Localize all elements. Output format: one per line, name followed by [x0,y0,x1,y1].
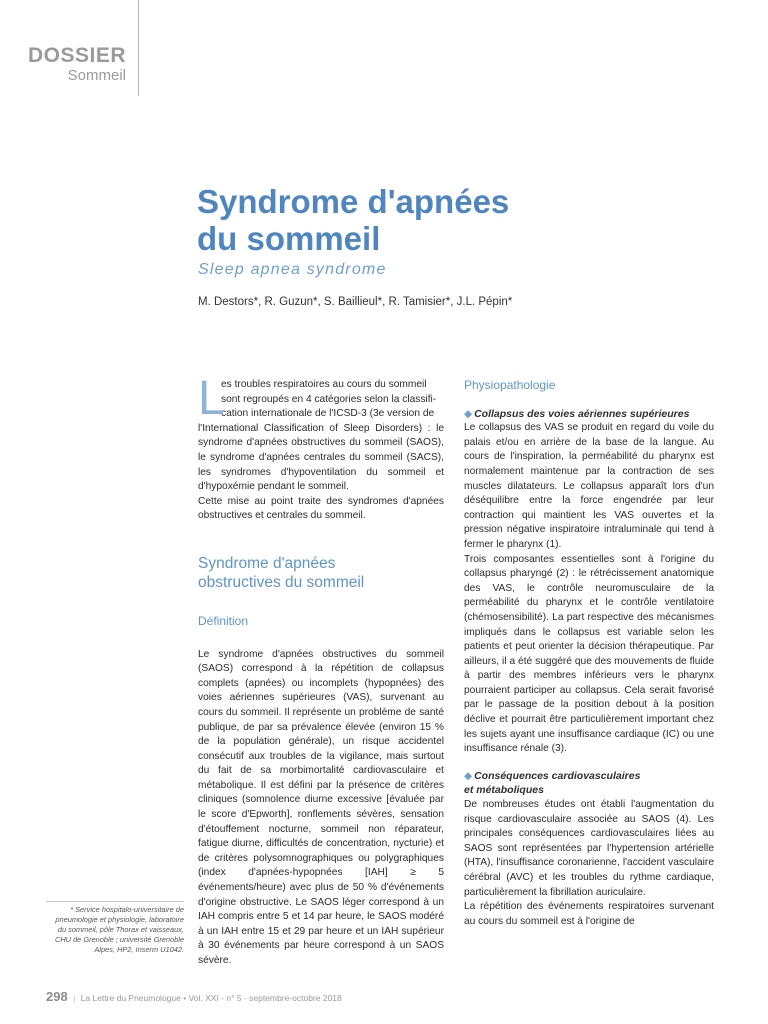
header-divider [138,0,139,96]
topic-label: Sommeil [67,67,126,84]
article-subtitle: Sleep apnea syndrome [198,261,387,278]
section-heading-line: obstructives du sommeil [198,573,365,591]
consequences-paragraph-2: La répétition des événements respiratoires survenant au cours du sommeil est à l'origine de [464,901,714,927]
intro-text-2: Cette mise au point traite des syndromes d'apnées obstructives et centrales du sommeil. [198,495,444,522]
right-column [464,378,714,929]
journal-name: La Lettre du Pneumologue [80,993,181,1003]
collapsus-paragraph-2: Trois composantes essentielles sont à l'origine du collapsus pharyngé (2) : le rétrécissement anatomique des VAS, le contrôle neuromusculaire de la perméabilité du pharynx et le contrôle ventilatoire (chémosensibilité). La part respective des mécanismes impliqués dans le collapsus est variable selon les patients et peut orienter la décision thérapeutique. Par ailleurs, il a été suggéré que des mouvements de fluide à partir des membres inférieurs vers le pharynx pourraient participer au collapsus. Cela serait favorisé par le passage de la position debout à la position déclive et pourrait être particulièrement important chez les sujets ayant une insuffisance cardiaque (IC) ou une insuffisance rénale (3). [464,553,714,755]
intro-line: es troubles respiratoires au cours du sommeil [221,379,427,390]
section-heading-saos [198,554,444,592]
footnote-divider [46,901,184,902]
drop-cap: L [198,372,225,425]
section-heading-physiopathologie: Physiopathologie [464,378,556,392]
bullet-heading-text: Conséquences cardiovasculaires [474,769,641,782]
definition-paragraph: Le syndrome d'apnées obstructives du sommeil (SAOS) correspond à la répétition de collapsus complets (apnées) ou incomplets (hypopnées) des voies aériennes supérieures (VAS), survenant au cours du sommeil. Il représente un problème de santé publique, de par sa prévalence élevée (environ 15 % de la population générale), un risque accidentel consécutif aux troubles de la vigilance, mais surtout du fait de sa morbimortalité cardiovasculaire et métabolique. Il est défini par la présence de critères cliniques (somnolence diurne excessive [évaluée par le score d'Epworth], ronflements sévères, sensation d'étouffement nocturne, sommeil non réparateur, fatigue diurne, difficultés de concentration, nycturie) et de critères polysomnographiques ou polygraphiques (index d'apnées-hypopnées [IAH] ≥ 5 événements/heure) avec plus de 50 % d'événements d'origine obstructive. Le SAOS léger correspond à un IAH compris entre 5 et 14 par heure, le SAOS modéré à un IAH entre 15 et 29 par heure et un IAH supérieur à 30 événements par heure correspond à un SAOS sévère. [198,648,444,966]
section-heading-line: Syndrome d'apnées [198,554,336,572]
author-list: M. Destors*, R. Guzun*, S. Baillieul*, R. Tamisier*, J.L. Pépin* [198,296,513,308]
page-number: 298 [46,989,68,1004]
bullet-heading-text: Collapsus des voies aériennes supérieures [474,407,690,420]
page-footer [46,989,342,1004]
dossier-header [0,0,140,96]
affiliation-footnote: * Service hospitalo-universitaire de pneumologie et physiologie, laboratoire du sommeil, pôle Thorax et vaisseaux, CHU de Grenoble ; université Grenoble Alpes, HP2, Inserm U1042. [55,905,184,954]
footer-separator: | [73,993,76,1003]
issue-info: • Vol. XXI - n° 5 - septembre-octobre 2018 [183,993,342,1003]
bullet-heading-consequences [464,769,714,798]
title-line-2: du sommeil [197,220,381,257]
bullet-heading-collapsus [464,407,714,422]
section-label: DOSSIER [27,44,126,67]
title-line-1: Syndrome d'apnées [197,183,510,220]
diamond-bullet-icon: ◆ [464,769,473,782]
intro-line: sont regroupés en 4 catégories selon la classifi- [221,393,437,405]
subsection-heading-definition: Définition [198,613,249,628]
bullet-heading-text: et métaboliques [464,784,544,797]
intro-text: l'International Classification of Sleep Disorders) : le syndrome d'apnées obstructives du sommeil (SAOS), le syndrome d'apnées centrales du sommeil (SACS), les syndromes d'hypoventilation du sommeil et d'hypoxémie pendant le sommeil. [198,422,444,493]
left-column [198,372,444,969]
collapsus-paragraph-1: Le collapsus des VAS se produit en regard du voile du palais et/ou en arrière de la base de la langue. Au cours de l'inspiration, la perméabilité du pharynx est normalement maintenue par la contraction de ses muscles dilatateurs. Le collapsus apparaît lors d'un déséquilibre entre la force engendrée par leur contraction qui maintient les VAS ouvertes et la pression négative inspiratoire intraluminale qui tend à fermer le pharynx (1). [464,422,714,550]
article-title [197,183,717,257]
intro-paragraph [198,372,444,495]
intro-line: cation internationale de l'ICSD-3 (3e version de [221,408,435,420]
consequences-paragraph-1: De nombreuses études ont établi l'augmentation du risque cardiovasculaire associée au SAOS (4). Les principales conséquences cardiovasculaires liées au SAOS sont représentées par l'hypertension artérielle (HTA), l'insuffisance coronarienne, l'accident vasculaire cérébral (AVC) et les troubles du rythme cardiaque, particulièrement la fibrillation auriculaire. [464,799,714,898]
diamond-bullet-icon: ◆ [464,407,473,420]
